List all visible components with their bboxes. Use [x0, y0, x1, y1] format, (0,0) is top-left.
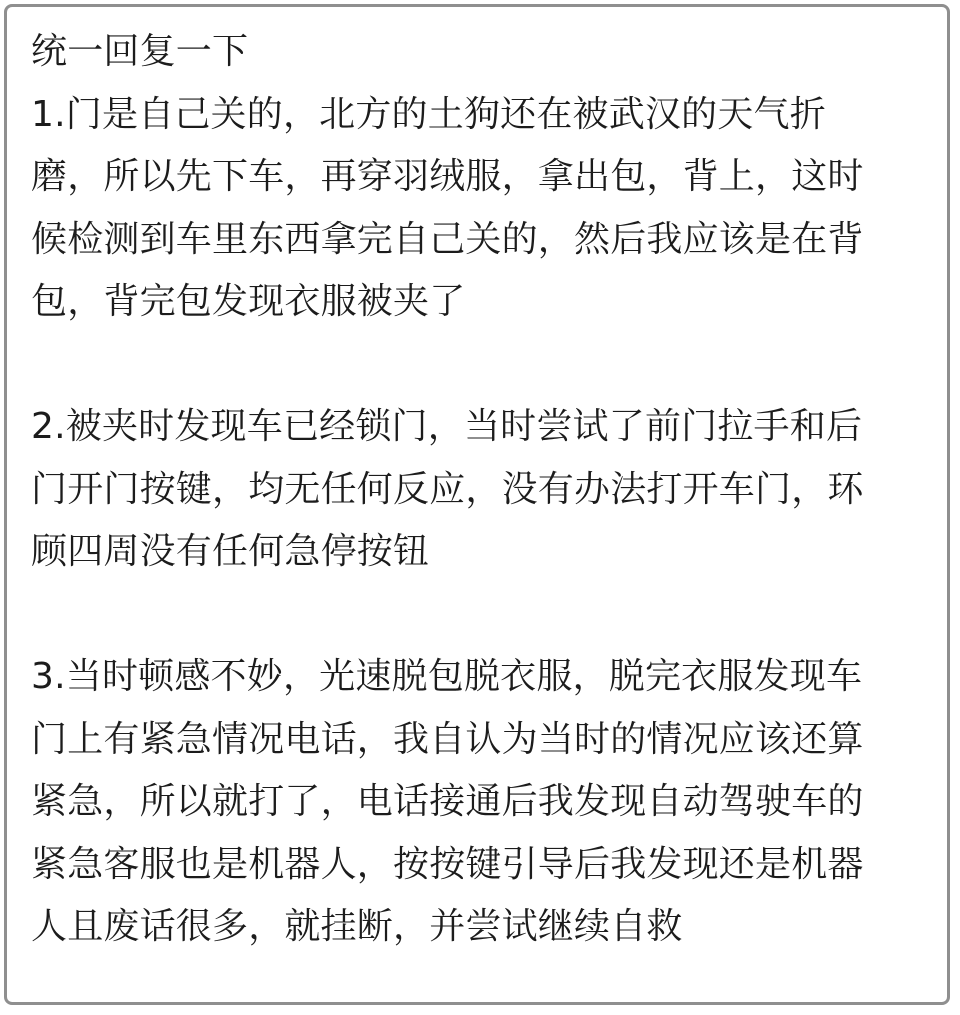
post-heading: 统一回复一下 [31, 31, 249, 72]
text-line: 门开门按键，均无任何反应，没有办法打开车门，环 [31, 468, 864, 510]
text-line: 人且废话很多，就挂断，并尝试继续自救 [31, 906, 683, 947]
text-line: 顾四周没有任何急停按钮 [31, 531, 430, 572]
post-card [4, 4, 950, 1005]
text-line: 磨，所以先下车，再穿羽绒服，拿出包，背上，这时 [31, 156, 864, 197]
text-line: 包，背完包发现衣服被夹了 [31, 281, 466, 322]
text-line: 候检测到车里东西拿完自己关的，然后我应该是在背 [31, 218, 864, 260]
text-line: 紧急客服也是机器人，按按键引导后我发现还是机器 [31, 843, 864, 885]
text-line: 3.当时顿感不妙，光速脱包脱衣服，脱完衣服发现车 [31, 656, 863, 697]
text-line: 门上有紧急情况电话，我自认为当时的情况应该还算 [31, 718, 864, 760]
post-heading-paragraph [31, 21, 936, 334]
post-body [31, 21, 936, 959]
paragraph-3 [31, 646, 936, 959]
text-line: 1.门是自己关的，北方的土狗还在被武汉的天气折 [31, 93, 826, 135]
text-line: 紧急，所以就打了，电话接通后我发现自动驾驶车的 [31, 781, 864, 822]
paragraph-2 [31, 396, 936, 584]
text-line: 2.被夹时发现车已经锁门，当时尝试了前门拉手和后 [31, 406, 863, 447]
